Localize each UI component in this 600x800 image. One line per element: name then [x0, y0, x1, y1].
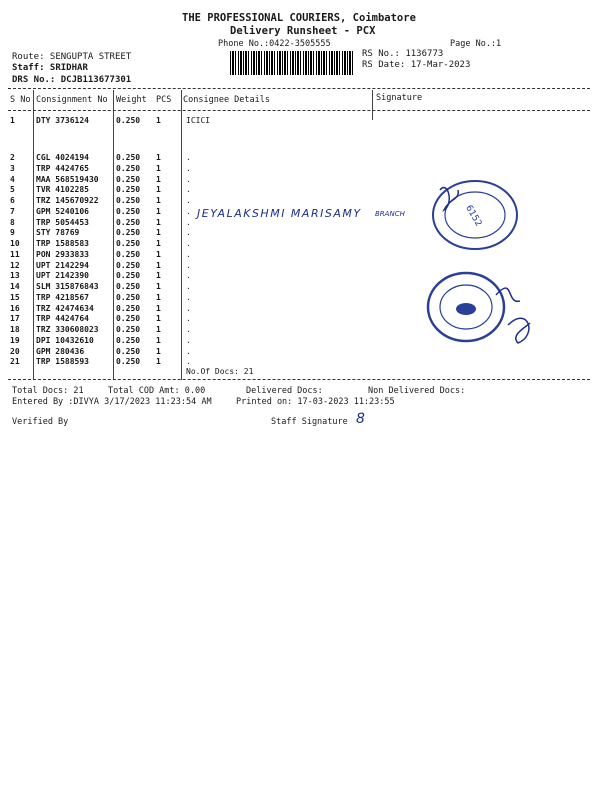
- row-sno: 13: [10, 271, 20, 281]
- table-row: [10, 175, 370, 186]
- row-sno: 2: [10, 153, 15, 162]
- row-pcs: 1: [156, 174, 161, 184]
- row-pcs: 1: [156, 282, 161, 291]
- row-consignment: PON 2933833: [36, 249, 89, 259]
- row-consignment: DTY 3736124: [36, 116, 89, 125]
- col-sno: S No: [10, 95, 31, 105]
- row-weight: 0.250: [116, 292, 141, 302]
- row-consignment: TRP 1588583: [36, 239, 89, 248]
- rs-number: RS No.: 1136773: [362, 49, 444, 59]
- row-pcs: 1: [156, 292, 161, 302]
- col-consignment: Consignment No: [36, 95, 108, 105]
- row-pcs: 1: [156, 239, 161, 248]
- row-weight: 0.250: [116, 153, 141, 162]
- table-row: [10, 228, 370, 239]
- row-pcs: 1: [156, 206, 161, 216]
- row-details: .: [186, 153, 191, 162]
- row-weight: 0.250: [116, 303, 141, 313]
- svg-text:6152: 6152: [463, 203, 484, 229]
- row-details: ICICI: [186, 116, 211, 125]
- row-details: .: [186, 282, 191, 291]
- row-pcs: 1: [156, 325, 161, 334]
- row-weight: 0.250: [116, 260, 141, 270]
- row-sno: 19: [10, 335, 20, 345]
- row-sno: 8: [10, 217, 15, 227]
- row-consignment: GPM 280436: [36, 346, 85, 356]
- staff-signature-mark: 8: [356, 411, 365, 427]
- company-title: THE PROFESSIONAL COURIERS, Coimbatore: [182, 12, 416, 24]
- row-consignment: TRZ 42474634: [36, 303, 94, 313]
- table-row: [10, 347, 370, 358]
- row-consignment: DPI 10432610: [36, 335, 94, 345]
- row-consignment: MAA 568519430: [36, 174, 99, 184]
- row-details: .: [186, 249, 191, 259]
- table-row: [10, 153, 370, 164]
- row-consignment: SLM 315876843: [36, 282, 99, 291]
- row-sno: 7: [10, 206, 15, 216]
- row-pcs: 1: [156, 249, 161, 259]
- row-details: .: [186, 239, 191, 248]
- row-consignment: UPT 2142390: [36, 271, 89, 281]
- divider: [8, 110, 590, 111]
- row-weight: 0.250: [116, 335, 141, 345]
- verified-by: Verified By: [12, 417, 69, 427]
- row-pcs: 1: [156, 335, 161, 345]
- row-sno: 5: [10, 185, 15, 195]
- col-signature: Signature: [376, 93, 423, 103]
- total-cod: Total COD Amt: 0.00: [108, 386, 206, 396]
- row-sno: 12: [10, 260, 20, 270]
- row-pcs: 1: [156, 163, 161, 173]
- row-details: .: [186, 185, 191, 195]
- row-pcs: 1: [156, 153, 161, 162]
- row-pcs: 1: [156, 314, 161, 324]
- table-row: [10, 336, 370, 347]
- row-pcs: 1: [156, 228, 161, 238]
- row-pcs: 1: [156, 196, 161, 205]
- row-weight: 0.250: [116, 116, 141, 125]
- table-row: [10, 325, 370, 336]
- table-row: [10, 116, 370, 127]
- row-sno: 10: [10, 239, 20, 248]
- row-details: .: [186, 260, 191, 270]
- table-row: [10, 239, 370, 250]
- row-sno: 11: [10, 249, 20, 259]
- row-consignment: TVR 4102285: [36, 185, 89, 195]
- row-weight: 0.250: [116, 249, 141, 259]
- row-details: .: [186, 346, 191, 356]
- total-docs: Total Docs: 21: [12, 386, 84, 396]
- row-weight: 0.250: [116, 228, 141, 238]
- row-weight: 0.250: [116, 239, 141, 248]
- row-consignment: TRZ 145670922: [36, 196, 99, 205]
- row-pcs: 1: [156, 217, 161, 227]
- row-weight: 0.250: [116, 271, 141, 281]
- row-sno: 14: [10, 282, 20, 291]
- row-weight: 0.250: [116, 174, 141, 184]
- handwritten-name: JEYALAKSHMI MARISAMY: [197, 207, 362, 220]
- row-details: .: [186, 325, 191, 334]
- row-details: .: [186, 228, 191, 238]
- row-weight: 0.250: [116, 206, 141, 216]
- row-weight: 0.250: [116, 314, 141, 324]
- row-consignment: TRP 4424765: [36, 163, 89, 173]
- row-sno: 16: [10, 303, 20, 313]
- row-weight: 0.250: [116, 357, 141, 367]
- col-consignee-details: Consignee Details: [183, 95, 270, 105]
- bank-stamp-upper: [420, 170, 530, 260]
- handwritten-note: BRANCH: [375, 210, 405, 218]
- row-weight: 0.250: [116, 163, 141, 173]
- row-sno: 18: [10, 325, 20, 334]
- table-row: [10, 196, 370, 207]
- row-weight: 0.250: [116, 282, 141, 291]
- row-pcs: 1: [156, 271, 161, 281]
- row-details: .: [186, 314, 191, 324]
- row-weight: 0.250: [116, 346, 141, 356]
- row-sno: 21: [10, 357, 20, 367]
- row-sno: 4: [10, 174, 15, 184]
- row-consignment: STY 78769: [36, 228, 80, 238]
- row-pcs: 1: [156, 185, 161, 195]
- drs-number: DRS No.: DCJB113677301: [12, 75, 132, 85]
- row-consignment: TRZ 330608023: [36, 325, 99, 334]
- delivered-docs: Delivered Docs:: [246, 386, 323, 396]
- barcode: [230, 51, 354, 75]
- row-pcs: 1: [156, 346, 161, 356]
- row-consignment: TRP 4424764: [36, 314, 89, 324]
- table-row: [10, 164, 370, 175]
- row-sno: 9: [10, 228, 15, 238]
- row-details: .: [186, 271, 191, 281]
- row-details: .: [186, 217, 191, 227]
- row-weight: 0.250: [116, 196, 141, 205]
- row-details: .: [186, 357, 191, 367]
- row-sno: 3: [10, 163, 15, 173]
- row-consignment: TRP 5054453: [36, 217, 89, 227]
- table-row: [10, 304, 370, 315]
- entered-by: Entered By :DIVYA 3/17/2023 11:23:54 AM: [12, 397, 212, 407]
- bank-stamp-lower: [418, 265, 558, 355]
- column-line: [372, 90, 373, 120]
- table-row: [10, 293, 370, 304]
- col-weight: Weight: [116, 95, 147, 105]
- table-row: [10, 185, 370, 196]
- divider: [8, 379, 590, 380]
- row-details: .: [186, 206, 191, 216]
- non-delivered-docs: Non Delivered Docs:: [368, 386, 466, 396]
- row-details: .: [186, 335, 191, 345]
- row-sno: 17: [10, 314, 20, 324]
- table-row: [10, 250, 370, 261]
- table-row: [10, 271, 370, 282]
- row-consignment: UPT 2142294: [36, 260, 89, 270]
- row-pcs: 1: [156, 260, 161, 270]
- row-sno: 1: [10, 116, 15, 125]
- row-details: .: [186, 196, 191, 205]
- row-pcs: 1: [156, 303, 161, 313]
- row-consignment: CGL 4024194: [36, 153, 89, 162]
- row-pcs: 1: [156, 357, 161, 367]
- row-details: .: [186, 174, 191, 184]
- phone-number: Phone No.:0422-3505555: [218, 39, 331, 49]
- table-row: [10, 314, 370, 325]
- row-sno: 15: [10, 292, 20, 302]
- route: Route: SENGUPTA STREET: [12, 52, 132, 62]
- staff: Staff: SRIDHAR: [12, 63, 88, 73]
- row-consignment: TRP 4218567: [36, 292, 89, 302]
- row-consignment: TRP 1588593: [36, 357, 89, 367]
- staff-signature-label: Staff Signature: [271, 417, 348, 427]
- row-consignment: GPM 5240106: [36, 206, 89, 216]
- rs-date: RS Date: 17-Mar-2023: [362, 60, 471, 70]
- row-details: .: [186, 163, 191, 173]
- row-weight: 0.250: [116, 217, 141, 227]
- row-sno: 6: [10, 196, 15, 205]
- row-details: .: [186, 292, 191, 302]
- row-weight: 0.250: [116, 185, 141, 195]
- table-row: [10, 282, 370, 293]
- docs-count: No.Of Docs: 21: [186, 367, 254, 376]
- row-pcs: 1: [156, 116, 161, 125]
- row-weight: 0.250: [116, 325, 141, 334]
- page-number: Page No.:1: [450, 39, 502, 49]
- runsheet-title: Delivery Runsheet - PCX: [230, 25, 376, 37]
- row-sno: 20: [10, 346, 20, 356]
- divider: [8, 88, 590, 89]
- row-details: .: [186, 303, 191, 313]
- table-row: [10, 261, 370, 272]
- col-pcs: PCS: [156, 95, 172, 105]
- printed-on: Printed on: 17-03-2023 11:23:55: [236, 397, 395, 407]
